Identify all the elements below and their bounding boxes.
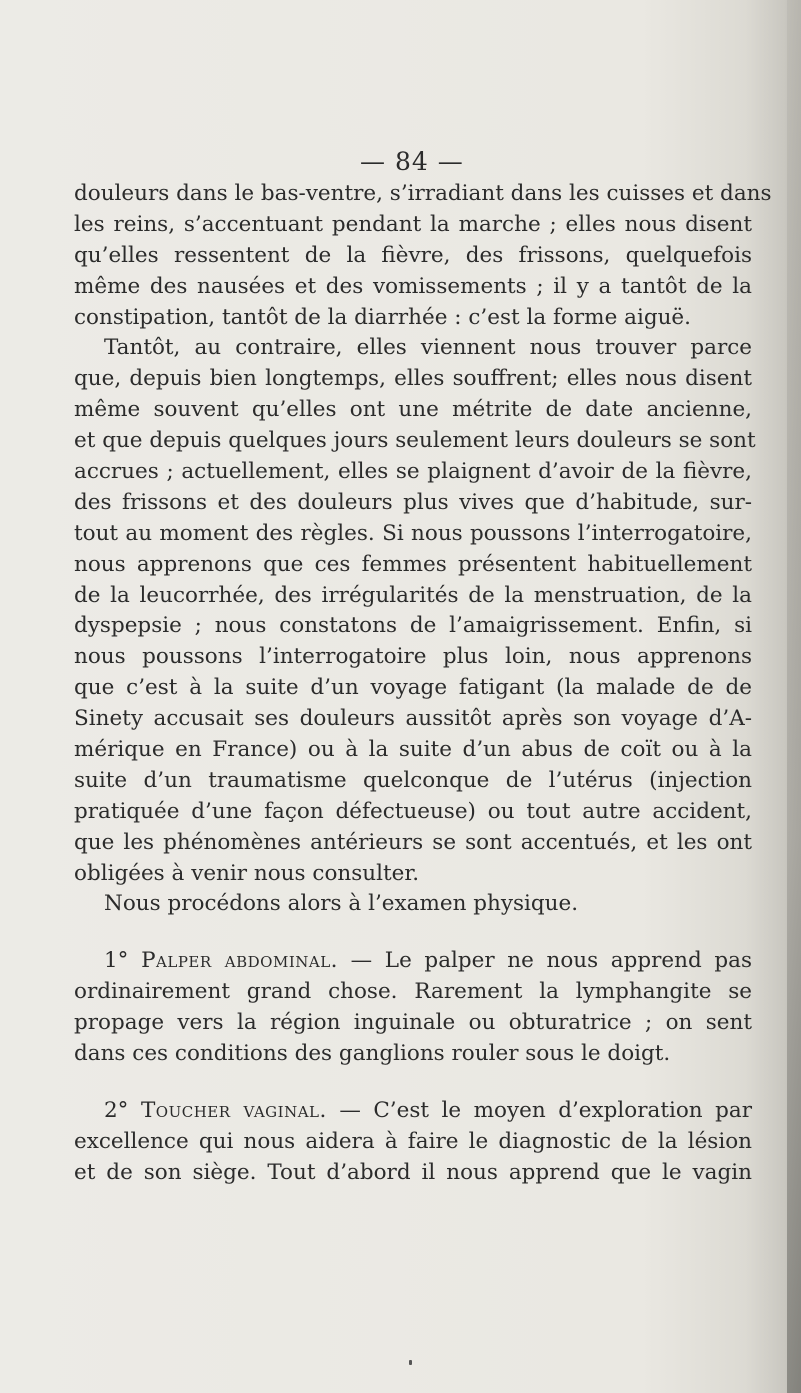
text-line: et que depuis quelques jours seulement leurs douleurs se sont bbox=[74, 428, 756, 454]
text-line: que les phénomènes antérieurs se sont accentués, et les ont bbox=[74, 829, 752, 855]
text-line: des frissons et des douleurs plus vives que d’habitude, sur- bbox=[74, 489, 752, 515]
text-line: qu’elles ressentent de la fièvre, des frissons, quelquefois bbox=[74, 242, 752, 268]
section-palper-abdominal bbox=[74, 946, 752, 1070]
text-line: obligées à venir nous consulter. bbox=[74, 860, 420, 886]
text-line: dyspepsie ; nous constatons de l’amaigrissement. Enfin, si bbox=[74, 613, 752, 639]
text-line: Sinety accusait ses douleurs aussitôt après son voyage d’A- bbox=[74, 706, 752, 732]
text-line: constipation, tantôt de la diarrhée : c’est la forme aiguë. bbox=[74, 304, 691, 330]
text-line: les reins, s’accentuant pendant la marche ; elles nous disent bbox=[74, 211, 752, 237]
text-line: douleurs dans le bas-ventre, s’irradiant dans les cuisses et dans bbox=[74, 181, 772, 206]
text-line: Tantôt, au contraire, elles viennent nous trouver parce bbox=[104, 335, 752, 361]
section-toucher-vaginal bbox=[74, 1096, 752, 1189]
text-line: même des nausées et des vomissements ; il y a tantôt de la bbox=[74, 273, 752, 299]
page-body bbox=[74, 179, 772, 1189]
text-line: et de son siège. Tout d’abord il nous apprend que le vagin bbox=[74, 1159, 752, 1185]
text-line: que c’est à la suite d’un voyage fatigant (la malade de de bbox=[74, 675, 752, 701]
text-line: tout au moment des règles. Si nous poussons l’interrogatoire, bbox=[74, 520, 752, 546]
section-number: 1° bbox=[104, 948, 129, 974]
text-line: suite d’un traumatisme quelconque de l’utérus (injection bbox=[74, 767, 752, 793]
paragraph bbox=[74, 179, 772, 333]
section-number: 2° bbox=[104, 1097, 129, 1123]
book-spine-shadow bbox=[787, 0, 801, 1393]
text-span: — C’est le moyen d’exploration par bbox=[339, 1097, 752, 1123]
text-line: accrues ; actuellement, elles se plaignent d’avoir de la fièvre, bbox=[74, 459, 752, 485]
spacer bbox=[74, 920, 752, 946]
ink-speck bbox=[409, 1360, 412, 1365]
paragraph bbox=[74, 889, 752, 920]
text-line: mérique en France) ou à la suite d’un abus de coït ou à la bbox=[74, 737, 752, 763]
text-line: que, depuis bien longtemps, elles souffrent; elles nous disent bbox=[74, 366, 752, 392]
text-line: Nous procédons alors à l’examen physique. bbox=[104, 891, 579, 917]
text-span: — Le palper ne nous apprend pas bbox=[350, 948, 752, 974]
text-line: nous poussons l’interrogatoire plus loin, nous apprenons bbox=[74, 644, 752, 670]
paragraph bbox=[74, 333, 756, 889]
text-line: de la leucorrhée, des irrégularités de la menstruation, de la bbox=[74, 582, 752, 608]
spacer bbox=[74, 1070, 752, 1096]
text-line: excellence qui nous aidera à faire le diagnostic de la lésion bbox=[74, 1128, 752, 1154]
page-number: — 84 — bbox=[360, 147, 464, 176]
text-line: même souvent qu’elles ont une métrite de date ancienne, bbox=[74, 397, 752, 423]
text-line: propage vers la région inguinale ou obturatrice ; on sent bbox=[74, 1010, 752, 1036]
text-line: nous apprenons que ces femmes présentent habituellement bbox=[74, 551, 752, 577]
text-line: ordinairement grand chose. Rarement la lymphangite se bbox=[74, 979, 752, 1005]
section-heading: Toucher vaginal. bbox=[140, 1097, 327, 1123]
text-line: dans ces conditions des ganglions rouler sous le doigt. bbox=[74, 1041, 671, 1067]
section-heading: Palper abdominal. bbox=[141, 948, 339, 974]
text-line: pratiquée d’une façon défectueuse) ou tout autre accident, bbox=[74, 798, 752, 824]
